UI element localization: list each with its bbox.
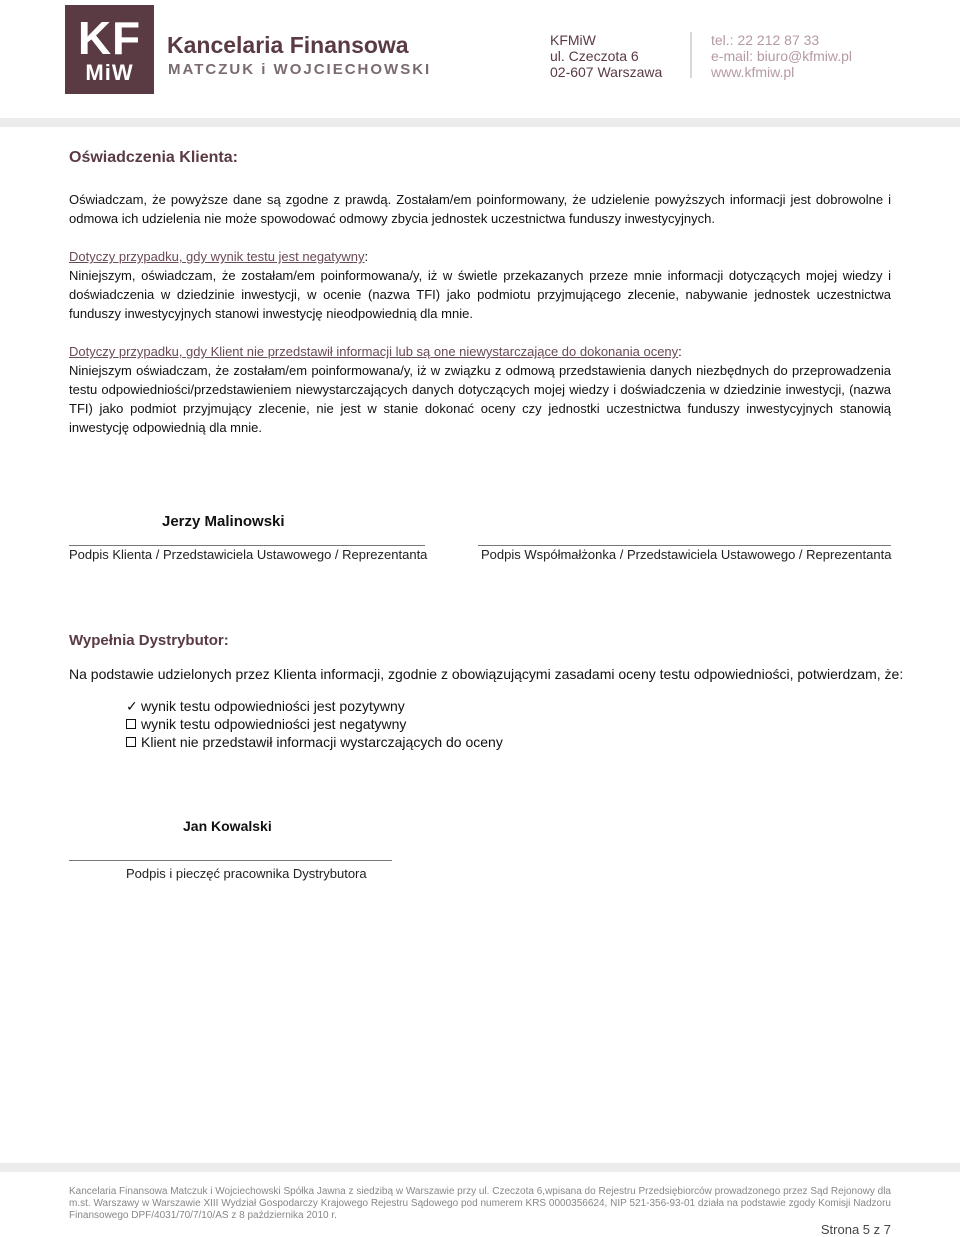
- header-divider: [690, 32, 692, 78]
- checkbox-empty-icon[interactable]: [126, 719, 136, 729]
- client-signature-line: [69, 545, 425, 546]
- contact-street: ul. Czeczota 6: [550, 48, 639, 64]
- company-logo: [65, 5, 154, 94]
- distributor-intro: Na podstawie udzielonych przez Klienta informacji, zgodnie z obowiązującymi zasadami oceny testu odpowiedniości, potwierdzam, że:: [69, 666, 904, 682]
- footer-legal-text: Kancelaria Finansowa Matczuk i Wojciechowski Spółka Jawna z siedzibą w Warszawie przy ul. Czeczota 6,wpisana do Rejestru Przedsiębiorców prowadzonego przez Sąd Rejonowy dla m.st. Warszawy w Warszawie XIII Wydział Gospodarczy Krajowego Rejestru Sądowego pod numerem KRS 0000356624, NIP 521-356-93-01 działa na podstawie zgody Komisji Nadzoru Finansowego DPF/4031/70/7/10/AS z 8 października 2010 r.: [69, 1186, 891, 1221]
- client-signature-name: Jerzy Malinowski: [162, 513, 285, 530]
- employee-signature-caption: Podpis i pieczęć pracownika Dystrybutora: [126, 866, 367, 881]
- logo-miw-text: MiW: [85, 60, 134, 85]
- option-negative[interactable]: [126, 715, 503, 733]
- case-negative-text: Niniejszym, oświadczam, że zostałam/em poinformowana/y, iż w świetle przekazanych przeze mnie informacji dotyczących mojej wiedzy i doświadczenia w dziedzinie inwestycji, w ocenie (nazwa TFI) jako podmiotu przyjmującego zlecenie, nabywanie jednostek uczestnictwa funduszy inwestycyjnych stanowi inwestycję nieodpowiednią dla mnie.: [69, 268, 891, 321]
- option-positive[interactable]: [126, 697, 503, 715]
- case-negative-heading: [69, 247, 368, 266]
- contact-phone: tel.: 22 212 87 33: [711, 32, 820, 48]
- spouse-signature-line: [478, 545, 891, 546]
- colon: :: [678, 344, 682, 359]
- option-negative-label: wynik testu odpowiedniości jest negatywny: [141, 716, 407, 732]
- case-insufficient-label: Dotyczy przypadku, gdy Klient nie przedstawił informacji lub są one niewystarczające do dokonania oceny: [69, 344, 679, 359]
- page-number: Strona 5 z 7: [820, 1222, 891, 1237]
- contact-details: [711, 32, 852, 80]
- footer-band: [0, 1163, 960, 1172]
- contact-company: KFMiW: [550, 32, 596, 48]
- client-statement-text: Oświadczam, że powyższe dane są zgodne z prawdą. Zostałam/em poinformowany, że udzielenie powyższych informacji jest dobrowolne i odmowa ich udzielenia nie może spowodować odmowy zbycia jednostek uczestnictwa funduszy inwestycyjnych.: [69, 192, 891, 226]
- brand-subtitle: MATCZUK i WOJCIECHOWSKI: [168, 61, 432, 78]
- option-insufficient-label: Klient nie przedstawił informacji wystarczających do oceny: [141, 734, 503, 750]
- distributor-heading: Wypełnia Dystrybutor:: [69, 632, 229, 649]
- checkbox-empty-icon[interactable]: [126, 737, 136, 747]
- contact-website[interactable]: www.kfmiw.pl: [711, 64, 795, 80]
- logo-kf-text: KF: [77, 12, 142, 64]
- employee-signature-name: Jan Kowalski: [183, 818, 272, 834]
- case-negative-label: Dotyczy przypadku, gdy wynik testu jest negatywny: [69, 249, 365, 264]
- contact-address: [550, 32, 662, 80]
- colon: :: [364, 249, 369, 264]
- client-signature-caption: Podpis Klienta / Przedstawiciela Ustawowego / Reprezentanta: [69, 547, 428, 562]
- contact-city: 02-607 Warszawa: [550, 64, 663, 80]
- header-band: [0, 118, 960, 127]
- brand-title: Kancelaria Finansowa: [167, 32, 409, 58]
- employee-signature-line: [69, 860, 392, 861]
- spouse-signature-caption: Podpis Współmałżonka / Przedstawiciela Ustawowego / Reprezentanta: [481, 547, 892, 562]
- option-positive-label: wynik testu odpowiedniości jest pozytywny: [141, 698, 405, 714]
- case-insufficient-text: Niniejszym oświadczam, że zostałam/em poinformowana/y, iż w związku z odmową przedstawienia danych niezbędnych do przeprowadzenia testu odpowiedniości/przedstawieniem niewystarczających danych dotyczących mojej wiedzy i doświadczenia w dziedzinie inwestycji, (nazwa TFI) jako podmiot przyjmujący zlecenie, nie jest w stanie dokonać oceny czy jednostki uczestnictwa funduszy inwestycyjnych stanowią inwestycję odpowiednią dla mnie.: [69, 363, 891, 435]
- contact-email[interactable]: e-mail: biuro@kfmiw.pl: [711, 48, 853, 64]
- case-insufficient-heading: [69, 342, 682, 361]
- assessment-options: [126, 697, 503, 751]
- checkmark-icon: ✓: [126, 698, 138, 714]
- option-insufficient[interactable]: [126, 733, 503, 751]
- client-statements-heading: Oświadczenia Klienta:: [69, 149, 238, 166]
